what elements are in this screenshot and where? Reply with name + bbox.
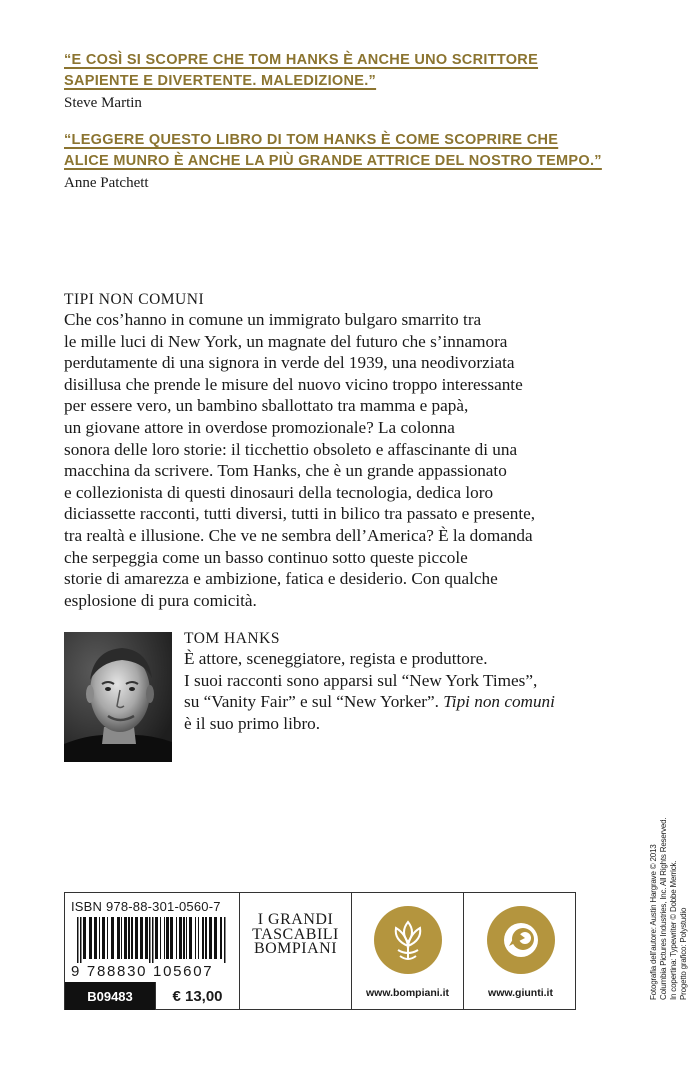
bompiani-cell <box>352 893 464 1009</box>
bio-line-text: su “Vanity Fair” e sul “New Yorker”. <box>184 692 439 712</box>
isbn-cell <box>65 893 240 1009</box>
blurb-line: storie di amarezza e ambizione, fatica e desiderio. Con qualche <box>64 569 498 589</box>
barcode-strip <box>64 892 576 1010</box>
photo-credits <box>649 810 689 1000</box>
bio-line: I suoi racconti sono apparsi sul “New York Times”, <box>184 670 538 690</box>
credit-line: In copertina: Typewriter © Dobbe Merrick. <box>669 860 678 1000</box>
blurb-line: che serpeggia come un basso continuo sotto queste piccole <box>64 547 468 567</box>
series-name <box>240 913 351 957</box>
author-bio-block <box>184 630 624 734</box>
isbn-digits: 9 788830 105607 <box>71 963 214 980</box>
quote-line: “E COSÌ SI SCOPRE CHE TOM HANKS È ANCHE UNO SCRITTORE <box>64 52 539 68</box>
publisher-url[interactable]: www.bompiani.it <box>365 987 450 999</box>
giunti-logo <box>487 906 555 974</box>
quote-steve-martin <box>64 50 624 112</box>
bio-line: È attore, sceneggiatore, regista e produttore. <box>184 649 488 668</box>
book-title-italic: Tipi non comuni <box>443 692 555 712</box>
publisher-url[interactable]: www.giunti.it <box>488 987 553 999</box>
book-title: TIPI NON COMUNI <box>64 291 205 308</box>
series-line: BOMPIANI <box>253 940 338 957</box>
author-bio <box>184 648 624 734</box>
book-blurb <box>64 291 634 611</box>
credit-line: Fotografia dell’autore: Austin Hargrave © 2013 <box>649 844 658 1000</box>
blurb-line: esplosione di pura comicità. <box>64 590 257 610</box>
quote-line: “LEGGERE QUESTO LIBRO DI TOM HANKS È COME SCOPRIRE CHE <box>64 132 559 148</box>
isbn-label: ISBN 978-88-301-0560-7 <box>71 899 221 914</box>
bompiani-logo <box>374 906 442 974</box>
quote-text <box>64 130 624 172</box>
book-code: B09483 <box>65 982 155 1010</box>
quote-line: SAPIENTE E DIVERTENTE. MALEDIZIONE.” <box>64 73 377 89</box>
blurb-line: diciassette racconti, tutti diversi, tutti in bilico tra passato e presente, <box>64 504 536 524</box>
blurb-line: le mille luci di New York, un magnate del futuro che s’innamora <box>64 331 508 351</box>
blurb-line: macchina da scrivere. Tom Hanks, che è un grande appassionato <box>64 461 507 481</box>
blurb-text <box>64 309 634 611</box>
giunti-cell <box>464 893 577 1009</box>
blurb-line: Che cos’hanno in comune un immigrato bulgaro smarrito tra <box>64 310 482 329</box>
blurb-line: per essere vero, un bambino sballottato tra mamma e papà, <box>64 396 469 416</box>
quote-author: Anne Patchett <box>64 175 149 191</box>
quote-anne-patchett <box>64 130 624 192</box>
tulip-icon <box>374 906 442 974</box>
bio-line <box>184 691 624 713</box>
spiral-icon <box>487 906 555 974</box>
bio-line: è il suo primo libro. <box>184 713 321 733</box>
author-photo <box>64 632 172 762</box>
series-cell <box>240 893 352 1009</box>
credit-line: Columbia Pictures Industries, Inc. All Rights Reserved. <box>659 817 668 1000</box>
blurb-line: sonora delle loro storie: il ticchettio obsoleto e affascinante di una <box>64 439 518 459</box>
price: € 13,00 <box>155 982 239 1010</box>
series-line: TASCABILI <box>252 925 339 943</box>
blurb-line: perdutamente di una signora in verde del 1939, una neodivorziata <box>64 353 515 373</box>
quote-text <box>64 50 624 92</box>
blurb-line: tra realtà e illusione. Che ve ne sembra dell’America? È la domanda <box>64 525 533 545</box>
blurb-line: un giovane attore in overdose promozionale? La colonna <box>64 417 455 437</box>
series-line: I GRANDI <box>257 911 334 928</box>
quote-author: Steve Martin <box>64 95 142 111</box>
blurb-line: disillusa che prende le misure del nuovo vicino troppo interessante <box>64 374 523 394</box>
blurb-line: e collezionista di questi dinosauri della tecnologia, dedica loro <box>64 482 494 502</box>
author-portrait-icon <box>64 632 172 762</box>
credit-line: Progetto grafico: Polystudio <box>679 907 688 1000</box>
author-name: TOM HANKS <box>184 630 280 647</box>
quote-line: ALICE MUNRO È ANCHE LA PIÙ GRANDE ATTRICE DEL NOSTRO TEMPO.” <box>64 153 602 169</box>
barcode-icon <box>77 917 227 963</box>
